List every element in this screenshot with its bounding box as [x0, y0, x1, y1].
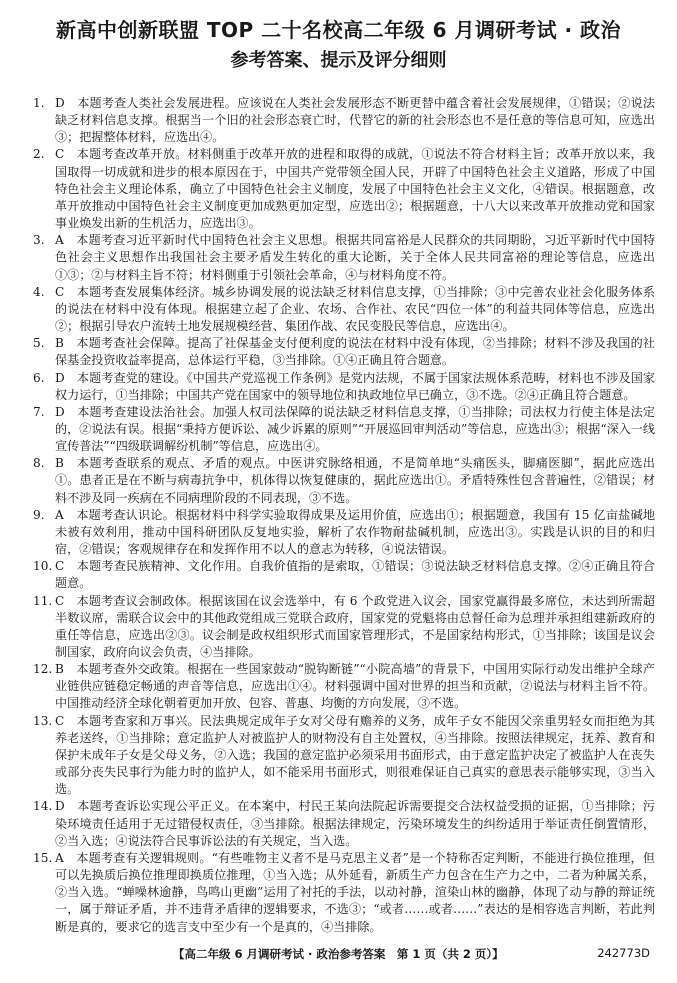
answer-item — [33, 404, 655, 455]
answer-item — [33, 146, 655, 232]
answer-number: 1. — [33, 96, 45, 110]
answer-item — [33, 593, 655, 662]
footer-page-info: 【高二年级 6 月调研考试 · 政治参考答案 第 1 页（共 2 页）】 — [173, 947, 504, 961]
answer-item — [33, 558, 655, 592]
answer-number: 2. — [33, 147, 45, 162]
answer-item — [33, 661, 655, 712]
answer-item — [33, 455, 655, 506]
answer-explanation: D 本题考查党的建设。《中国共产党巡视工作条例》是党内法规，不属于国家法规体系范畴，材料也不涉及国家权力运行，①当排除；中国共产党在国家中的领导地位和执政地位早已确立，③不选。②④正确且符合题意。 — [55, 370, 655, 402]
page-title: 新高中创新联盟 TOP 二十名校高二年级 6 月调研考试 · 政治 — [55, 18, 622, 42]
answer-number: 13. — [33, 713, 53, 728]
answer-explanation: A 本题考查习近平新时代中国特色社会主义思想。根据共同富裕是人民群众的共同期盼，习近平新时代中国特色社会主义思想作出我国社会主要矛盾发生转化的重大论断，关于全体人民共同富裕的理论等信息，应选出①③；②与材料主旨不符；材料侧重于引领社会革命，④与材料角度不符。 — [55, 233, 655, 282]
answer-number: 4. — [33, 284, 45, 299]
answer-explanation: B 本题考查联系的观点、矛盾的观点。中医讲究脉络相通，不是简单地“头痛医头，脚痛医脚”，据此应选出①。患者正是在不断与病毒抗争中，机体得以恢复健康的，据此应选出①。矛盾特殊性包含普遍性，②错误；材料不涉及同一疾病在不同病理阶段的不同表现，③不选。 — [55, 456, 655, 505]
answer-item — [33, 370, 655, 404]
answer-explanation: D 本题考查诉讼实现公平正义。在本案中，村民王某向法院起诉需要提交合法权益受损的证据，①当排除；污染环境责任适用于无过错侵权责任，③当排除。根据法律规定，污染环境发生的纠纷适用于举证责任倒置情形，②当入选；④说法符合民事诉讼法的有关规定，当入选。 — [55, 799, 655, 848]
answer-number: 6. — [33, 370, 45, 385]
answer-number: 3. — [33, 233, 45, 248]
answer-explanation: C 本题考查家和万事兴。民法典规定成年子女对父母有赡养的义务，成年子女不能因父亲重男轻女而拒绝为其养老送终，①当排除；意定监护人对被监护人的财物没有自主处置权，④当排除。按照法律规定，抚养、教育和保护未成年子女是父母义务，②入选；我国的意定监护必须采用书面形式，由于意定监护决定了被监护人在丧失或部分丧失民事行为能力时的监护人，如不能采用书面形式，则很难保证自己真实的意思表示能够实现，③当入选。 — [55, 713, 655, 797]
answer-number: 11. — [33, 593, 53, 608]
answer-explanation: C 本题考查发展集体经济。城乡协调发展的说法缺乏材料信息支撑，①当排除；③中完善农业社会化服务体系的说法在材料中没有体现。根据建立起了企业、农场、合作社、农民“四位一体”的利益共同体等信息，应选出②；根据引导农户流转土地发展规模经营、集团作战、农民变股民等信息，应选出④。 — [55, 284, 655, 334]
answer-number: 12. — [33, 662, 53, 677]
answer-item — [33, 850, 655, 936]
answer-explanation: D 本题考查人类社会发展进程。应该说在人类社会发展形态不断更替中蕴含着社会发展规律，①错误；②说法缺乏材料信息支撑。根据当一个旧的社会形态衰亡时，代替它的新的社会形态也不是任意的等信息可知，应选出③；把握整体材料，应选出④。 — [55, 96, 655, 145]
answer-item — [33, 713, 655, 799]
answer-explanation: B 本题考查社会保障。提高了社保基金支付便利度的说法在材料中没有体现，②当排除；材料不涉及我国的社保基金投资收益率提高，总体运行平稳，③当排除。①④正确且符合题意。 — [55, 336, 655, 368]
answer-item — [33, 798, 655, 849]
answer-explanation: C 本题考查改革开放。材料侧重于改革开放的进程和取得的成就，①说法不符合材料主旨；改革开放以来，我国取得一切成就和进步的根本原因在于，中国共产党带领全国人民，开辟了中国特色社会主义道路，形成了中国特色社会主义理论体系，确立了中国特色社会主义制度，发展了中国特色社会主义文化，④错误。根据题意，改革开放推动中国特色社会主义制度更加成熟更加定型，应选出②；根据题意，十八大以来改革开放推动党和国家事业焕发出新的生机活力，应选出③。 — [55, 147, 655, 231]
answer-number: 7. — [33, 404, 45, 419]
answer-explanation: A 本题考查认识论。根据材料中科学实验取得成果及运用价值，应选出①；根据题意，我国有 15 亿亩盐碱地未被有效利用，推动中国科研团队反复地实验，解析了农作物耐盐碱机制，应选出③。实践是认识的目的和归宿，②错误；客观规律存在和发挥作用不以人的意志为转移，④说法错误。 — [55, 507, 655, 557]
footer-doc-code: 242773D — [597, 946, 650, 960]
answer-number: 15. — [33, 850, 53, 865]
answer-item — [33, 232, 655, 283]
answer-explanation: A 本题考查有关逻辑规则。“有些唯物主义者不是马克思主义者”是一个特称否定判断，不能进行换位推理，但可以先换质后换位推理即换质位推理，①当入选；从外延看，新质生产力包含在生产力之中，二者为种属关系，②当入选。“蝉噪林逾静，鸟鸣山更幽”运用了衬托的手法，以动衬静，渲染山林的幽静，体现了动与静的辩证统一，属于辩证矛盾，并不违背矛盾律的逻辑要求，不选③；“或者……或者……”表达的是相容选言判断，若此判断是真的，要求它的选言支中至少有一个是真的，④当排除。 — [55, 850, 655, 934]
answer-explanation: C 本题考查议会制政体。根据该国在议会选举中，有 6 个政党进入议会，国家党赢得最多席位，未达到所需超半数议席，需联合议会中的其他政党组成三党联合政府，国家党的党魁将由总督任命为总理并承担组建新政府的重任等信息，应选出②③。议会制是政权组织形式而国家管理形式，不是国家结构形式，①当排除；该国是议会制国家，政府向议会负责，④当排除。 — [55, 593, 655, 659]
answer-explanation: C 本题考查民族精神、文化作用。自我价值指的是索取，①错误；③说法缺乏材料信息支撑。②④正确且符合题意。 — [55, 559, 655, 591]
answer-number: 10. — [33, 559, 53, 574]
answer-explanation: D 本题考查建设法治社会。加强人权司法保障的说法缺乏材料信息支撑，①当排除；司法权力行使主体是法定的，②说法有误。根据“秉持方便诉讼、减少诉累的原则”“开展巡回审判活动”等信息，应选出③；根据“深入一线宣传普法”“四级联调解纷机制”等信息，应选出④。 — [55, 404, 655, 454]
answer-number: 8. — [33, 456, 45, 471]
answer-explanation: B 本题考查外交政策。根据在一些国家鼓动“脱钩断链”“小院高墙”的背景下，中国用实际行动发出维护全球产业链供应链稳定畅通的声音等信息，应选出①④。材料强调中国对世界的担当和贡献，②说法与材料主旨不符。中国推动经济全球化朝着更加开放、包容、普惠、均衡的方向发展，③不选。 — [55, 662, 655, 711]
answer-number: 9. — [33, 507, 45, 522]
answer-number: 14. — [33, 799, 53, 814]
answer-list — [33, 95, 655, 936]
answer-item — [33, 335, 655, 369]
answer-number: 5. — [33, 336, 45, 351]
answer-item — [33, 507, 655, 558]
page-subtitle: 参考答案、提示及评分细则 — [230, 50, 447, 71]
answer-item — [33, 284, 655, 335]
answer-item — [33, 95, 655, 146]
